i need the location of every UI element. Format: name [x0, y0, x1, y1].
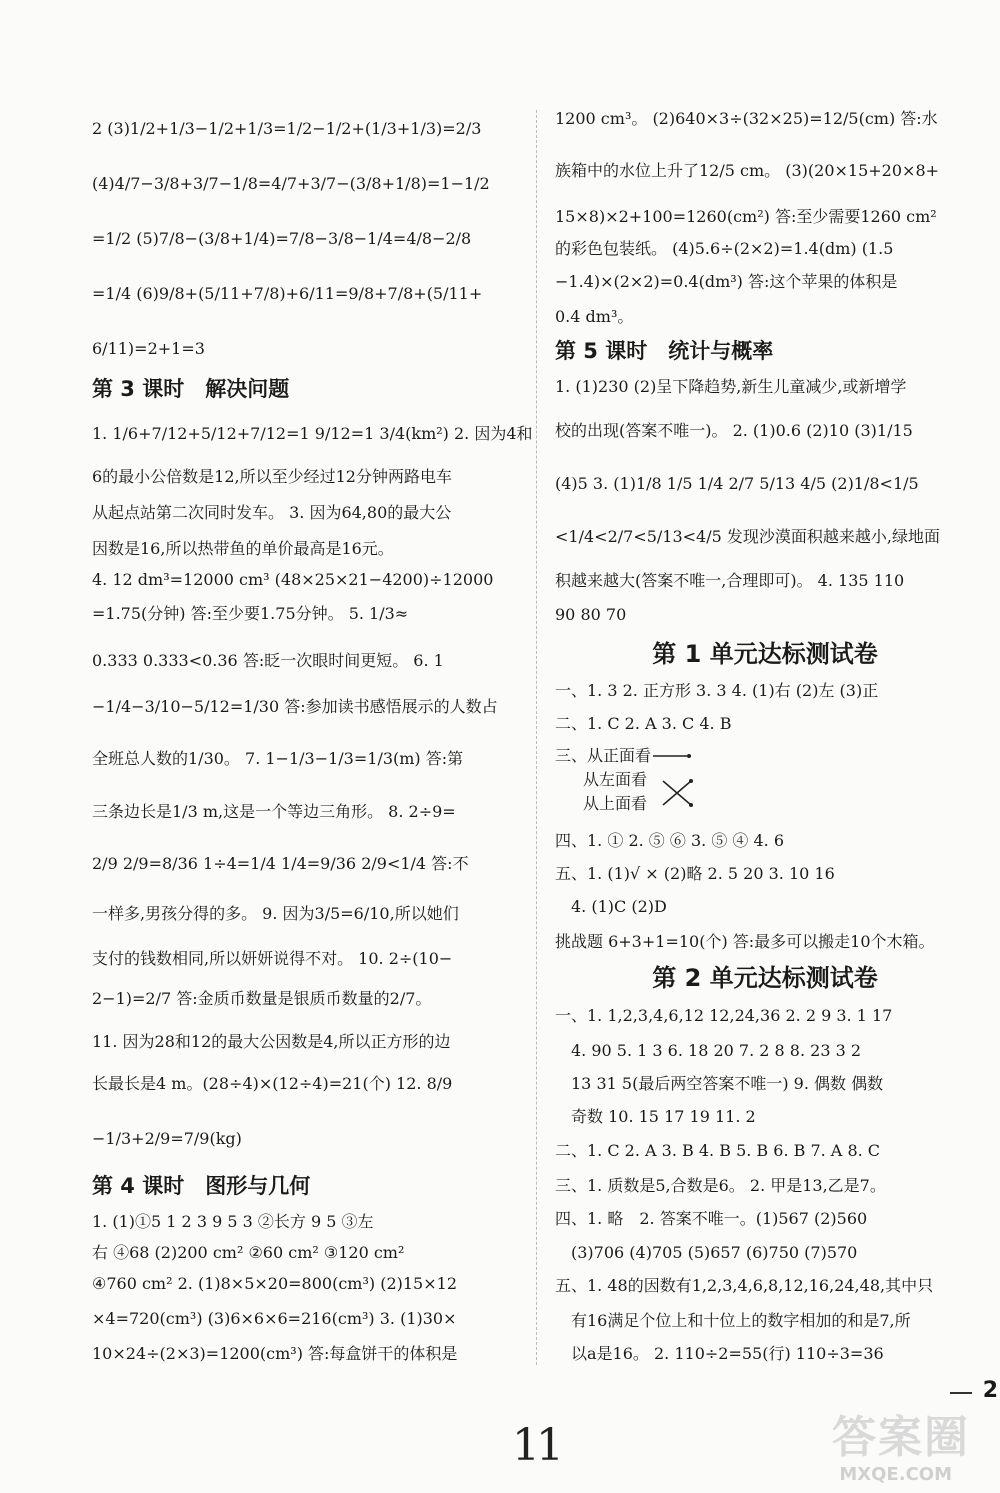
answer-line: 以a是16。 2. 110÷2=55(行) 110÷3=36 — [555, 1344, 884, 1363]
answer-line: ④760 cm² 2. (1)8×5×20=800(cm³) (2)15×12 — [92, 1274, 457, 1293]
answer-line: 90 80 70 — [555, 605, 627, 624]
answer-line: 的彩色包装纸。 (4)5.6÷(2×2)=1.4(dm) (1.5 — [555, 239, 894, 258]
match-top-label: 从上面看 — [583, 794, 648, 813]
answer-line: −1/3+2/9=7/9(kg) — [92, 1129, 242, 1148]
answer-line: 1. 1/6+7/12+5/12+7/12=1 9/12=1 3/4(km²) 2. 因为4和 — [92, 424, 533, 443]
handwritten-mark: 11 — [512, 1420, 560, 1471]
answer-line: 13 31 5(最后两空答案不唯一) 9. 偶数 偶数 — [555, 1074, 884, 1093]
answer-line: (4)4/7−3/8+3/7−1/8=4/7+3/7−(3/8+1/8)=1−1/2 — [92, 174, 490, 193]
answer-line: 6的最小公倍数是12,所以至少经过12分钟两路电车 — [92, 467, 452, 486]
answer-line: 从起点站第二次同时发车。 3. 因为64,80的最大公 — [92, 503, 452, 522]
match-front-label: 三、从正面看 — [555, 746, 652, 765]
answer-line: 长最长是4 m。(28÷4)×(12÷4)=21(个) 12. 8/9 — [92, 1074, 453, 1093]
answer-line: 4. (1)C (2)D — [555, 897, 667, 916]
unit-2-test-title: 第 2 单元达标测试卷 — [652, 964, 878, 992]
answer-line: 一、1. 3 2. 正方形 3. 3 4. (1)右 (2)左 (3)正 — [555, 681, 879, 700]
answer-line: 右 ④68 (2)200 cm² ②60 cm² ③120 cm² — [92, 1243, 405, 1262]
answer-line: 0.4 dm³。 — [555, 307, 634, 326]
answer-line: 校的出现(答案不唯一)。 2. (1)0.6 (2)10 (3)1/15 — [555, 421, 913, 440]
answer-line: 四、1. ① 2. ⑤ ⑥ 3. ⑤ ④ 4. 6 — [555, 831, 785, 850]
lesson-4-heading: 第 4 课时 图形与几何 — [92, 1174, 311, 1198]
answer-line: 0.333 0.333<0.36 答:眨一次眼时间更短。 6. 1 — [92, 651, 444, 670]
answer-line: 15×8)×2+100=1260(cm²) 答:至少需要1260 cm² — [555, 207, 937, 226]
answer-line: <1/4<2/7<5/13<4/5 发现沙漠面积越来越小,绿地面 — [555, 527, 940, 546]
answer-line: 四、1. 略 2. 答案不唯一。(1)567 (2)560 — [555, 1209, 868, 1228]
answer-line: 因数是16,所以热带鱼的单价最高是16元。 — [92, 539, 394, 558]
answer-line: 4. 12 dm³=12000 cm³ (48×25×21−4200)÷12000 — [92, 570, 494, 589]
answer-line: 2 (3)1/2+1/3−1/2+1/3=1/2−1/2+(1/3+1/3)=2/3 — [92, 119, 482, 138]
answer-line: 1200 cm³。 (2)640×3÷(32×25)=12/5(cm) 答:水 — [555, 109, 938, 128]
lesson-3-heading: 第 3 课时 解决问题 — [92, 377, 290, 401]
answer-line: =1.75(分钟) 答:至少要1.75分钟。 5. 1/3≈ — [92, 604, 409, 623]
answer-line: 一、1. 1,2,3,4,6,12 12,24,36 2. 2 9 3. 1 17 — [555, 1006, 893, 1025]
answer-line: 支付的钱数相同,所以妍妍说得不对。 10. 2÷(10− — [92, 949, 453, 968]
answer-line: 奇数 10. 15 17 19 11. 2 — [555, 1107, 756, 1126]
answer-line: ×4=720(cm³) (3)6×6×6=216(cm³) 3. (1)30× — [92, 1309, 457, 1328]
answer-line: 全班总人数的1/30。 7. 1−1/3−1/3=1/3(m) 答:第 — [92, 749, 464, 768]
answer-line: 4. 90 5. 1 3 6. 18 20 7. 2 8 8. 23 3 2 — [555, 1041, 862, 1060]
answer-line: 1. (1)230 (2)呈下降趋势,新生儿童减少,或新增学 — [555, 377, 907, 396]
column-divider — [536, 110, 537, 1365]
page-number: 2 — [982, 1378, 998, 1403]
answer-line: 三、1. 质数是5,合数是6。 2. 甲是13,乙是7。 — [555, 1176, 886, 1195]
matching-diagram — [555, 745, 755, 815]
answer-line: =1/2 (5)7/8−(3/8+1/4)=7/8−3/8−1/4=4/8−2/8 — [92, 229, 472, 248]
answer-line: 二、1. C 2. A 3. B 4. B 5. B 6. B 7. A 8. C — [555, 1141, 881, 1160]
challenge-line: 挑战题 6+3+1=10(个) 答:最多可以搬走10个木箱。 — [555, 932, 935, 951]
answer-line: 五、1. 48的因数有1,2,3,4,6,8,12,16,24,48,其中只 — [555, 1276, 934, 1295]
answer-line: 三条边长是1/3 m,这是一个等边三角形。 8. 2÷9= — [92, 802, 456, 821]
answer-line: 族箱中的水位上升了12/5 cm。 (3)(20×15+20×8+ — [555, 161, 940, 180]
answer-line: (3)706 (4)705 (5)657 (6)750 (7)570 — [555, 1243, 858, 1262]
watermark-url: MXQE.COM — [839, 1464, 952, 1485]
match-left-label: 从左面看 — [583, 770, 648, 789]
answer-line: (4)5 3. (1)1/8 1/5 1/4 2/7 5/13 4/5 (2)1/8<1/5 — [555, 474, 919, 493]
watermark-logo: 答案圈 — [832, 1412, 970, 1463]
page-number-dash — [950, 1392, 972, 1394]
answer-line: 五、1. (1)√ × (2)略 2. 5 20 3. 10 16 — [555, 864, 835, 883]
answer-line: 2/9 2/9=8/36 1÷4=1/4 1/4=9/36 2/9<1/4 答:不 — [92, 854, 469, 873]
answer-line: 11. 因为28和12的最大公因数是4,所以正方形的边 — [92, 1032, 451, 1051]
match-lines — [555, 745, 755, 815]
answer-line: 积越来越大(答案不唯一,合理即可)。 4. 135 110 — [555, 571, 905, 590]
answer-line: 一样多,男孩分得的多。 9. 因为3/5=6/10,所以她们 — [92, 904, 459, 923]
answer-line: 2−1)=2/7 答:金质币数量是银质币数量的2/7。 — [92, 989, 432, 1008]
answer-line: =1/4 (6)9/8+(5/11+7/8)+6/11=9/8+7/8+(5/11+ — [92, 284, 483, 303]
answer-line: 二、1. C 2. A 3. C 4. B — [555, 714, 732, 733]
answer-line: 10×24÷(2×3)=1200(cm³) 答:每盒饼干的体积是 — [92, 1344, 458, 1363]
answer-line: 1. (1)①5 1 2 3 9 5 3 ②长方 9 5 ③左 — [92, 1212, 374, 1231]
answer-line: −1.4)×(2×2)=0.4(dm³) 答:这个苹果的体积是 — [555, 272, 898, 291]
unit-1-test-title: 第 1 单元达标测试卷 — [652, 640, 878, 668]
answer-line: 有16满足个位上和十位上的数字相加的和是7,所 — [555, 1311, 911, 1330]
answer-line: 6/11)=2+1=3 — [92, 339, 205, 358]
answer-line: −1/4−3/10−5/12=1/30 答:参加读书感悟展示的人数占 — [92, 697, 498, 716]
lesson-5-heading: 第 5 课时 统计与概率 — [555, 339, 774, 363]
